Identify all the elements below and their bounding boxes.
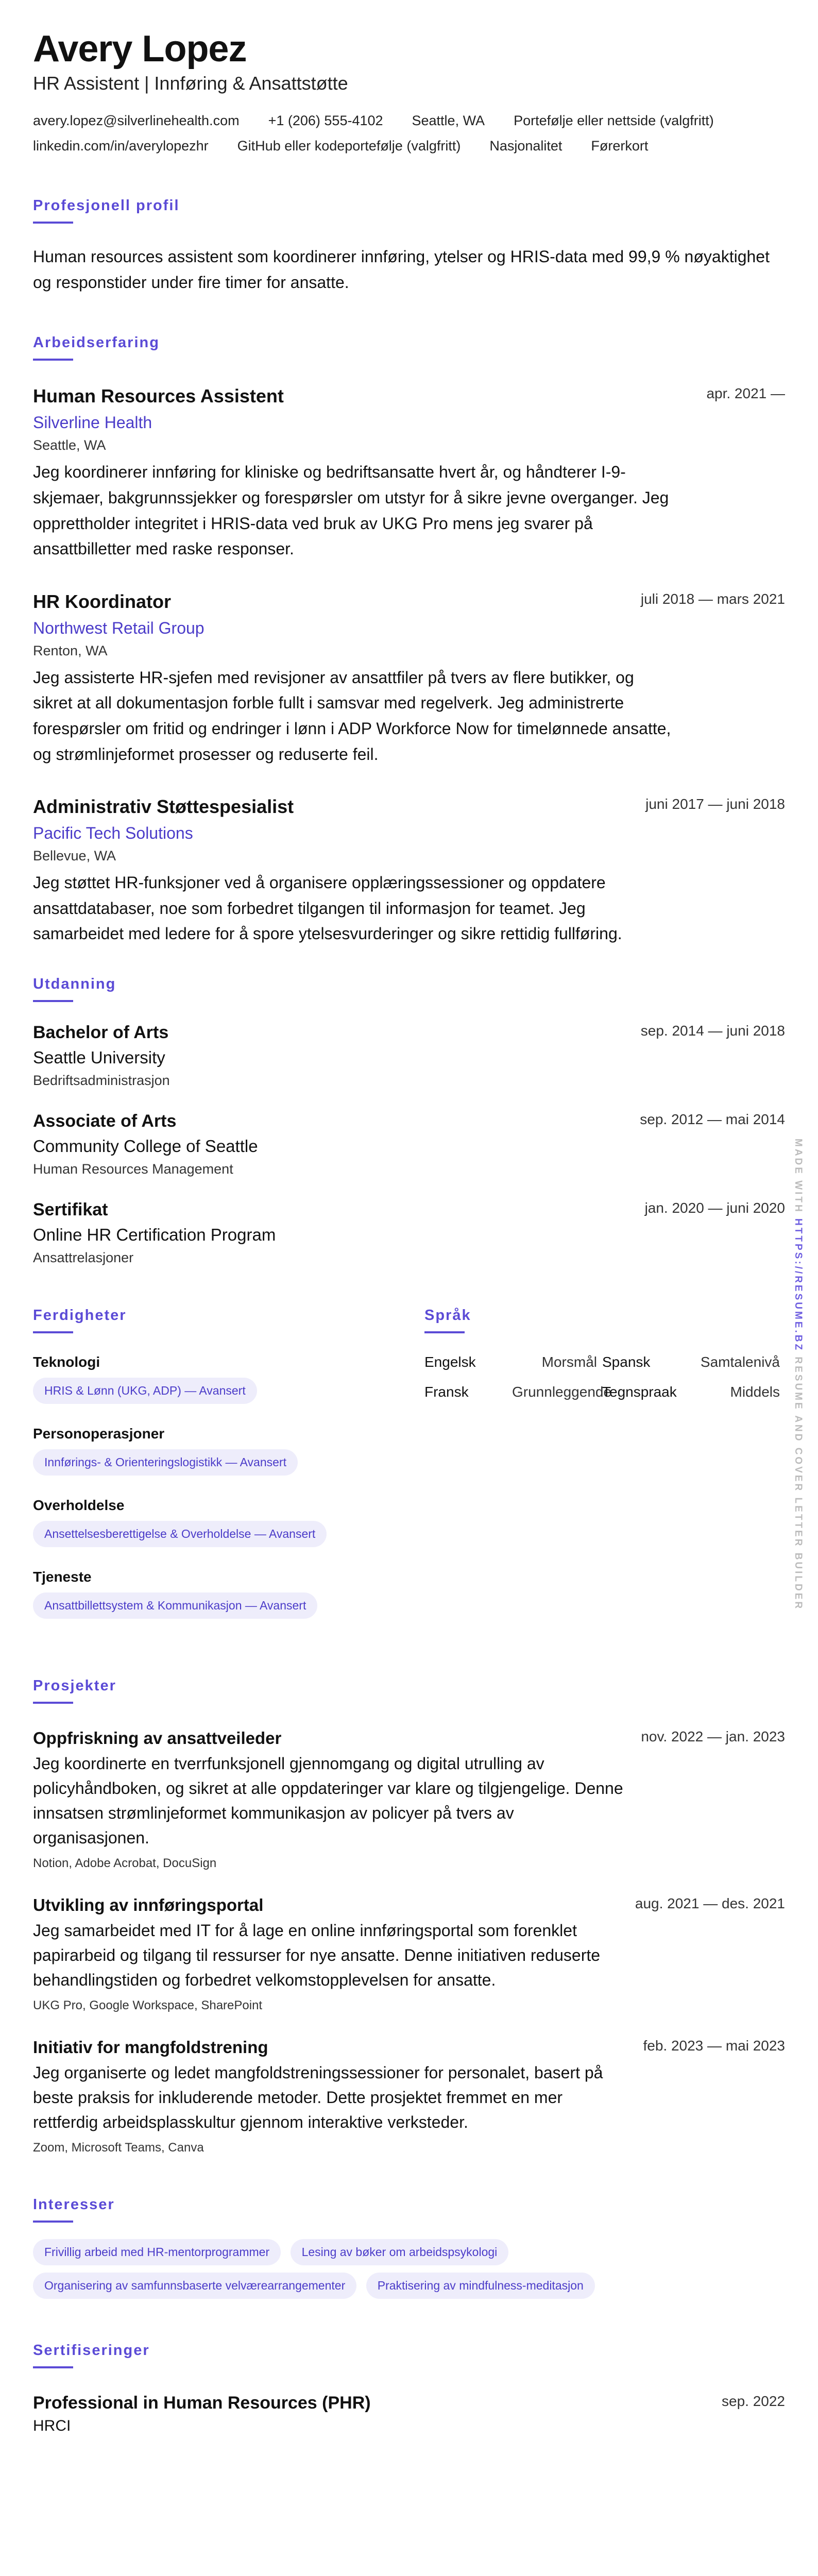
school: Online HR Certification Program — [33, 1225, 276, 1244]
job-description: Jeg assisterte HR-sjefen med revisjoner av ansattfiler på tvers av flere butikker, og sikret at all dokumentasjon forble fullt i samsvar med regelverk. Jeg administrerte forespørsler om fritid og endringer i lønn i ADP Workforce Now for timelønnede ansatte, og strømlinjeformet prosesser og reduserte feil. — [33, 668, 671, 764]
interests-section — [33, 2196, 785, 2306]
skill-group — [33, 1354, 424, 1411]
degree: Associate of Arts — [33, 1111, 177, 1131]
contact-github[interactable]: GitHub eller kodeportefølje (valgfritt) — [237, 138, 461, 154]
section-title: Profesjonell profil — [33, 197, 180, 214]
section-title: Interesser — [33, 2196, 115, 2213]
certifications-section — [33, 2342, 785, 2435]
made-with-label: MADE WITH — [793, 1139, 804, 1214]
section-divider — [33, 1331, 73, 1333]
language-grid — [424, 1354, 785, 1400]
section-title: Ferdigheter — [33, 1307, 127, 1324]
section-divider — [33, 222, 73, 224]
skill-group — [33, 1426, 424, 1483]
education-entry — [33, 1200, 785, 1266]
entry-date: aug. 2021 — des. 2021 — [635, 1895, 785, 1911]
section-divider — [424, 1331, 465, 1333]
entry-date: sep. 2022 — [722, 2393, 785, 2409]
builder-tagline: RESUME AND COVER LETTER BUILDER — [793, 1357, 804, 1611]
section-divider — [33, 2221, 73, 2223]
field-of-study: Ansattrelasjoner — [33, 1249, 134, 1265]
job-location: Renton, WA — [33, 642, 108, 658]
entry-date: juli 2018 — mars 2021 — [640, 590, 785, 607]
entry-date: juni 2017 — juni 2018 — [645, 796, 785, 812]
project-tools: Notion, Adobe Acrobat, DocuSign — [33, 1856, 217, 1870]
experience-entry — [33, 385, 785, 562]
interest-pill: Frivillig arbeid med HR-mentorprogrammer — [33, 2239, 281, 2265]
job-location: Bellevue, WA — [33, 848, 116, 864]
section-title: Språk — [424, 1307, 471, 1324]
employer: Silverline Health — [33, 413, 152, 432]
project-tools: UKG Pro, Google Workspace, SharePoint — [33, 1998, 263, 2012]
skill-pill: Innførings- & Orienteringslogistikk — Avansert — [33, 1449, 298, 1476]
language-name: Tegnspraak — [602, 1383, 677, 1400]
job-title: Administrativ Støttespesialist — [33, 796, 294, 818]
section-title: Arbeidserfaring — [33, 334, 160, 351]
certification-issuer: HRCI — [33, 2417, 71, 2434]
contact-license: Førerkort — [591, 138, 649, 154]
entry-date: jan. 2020 — juni 2020 — [644, 1199, 785, 1216]
experience-section — [33, 334, 785, 947]
experience-entry — [33, 796, 785, 947]
project-description: Jeg organiserte og ledet mangfoldstreningssessioner for personalet, basert på beste praksis for inkluderende metoder. Dette prosjektet fremmet en mer rettferdig arbeidsplasskultur gjennom interaktive verksteder. — [33, 2063, 603, 2131]
section-divider — [33, 359, 73, 361]
project-title: Initiativ for mangfoldstrening — [33, 2037, 268, 2057]
project-entry — [33, 1895, 785, 2013]
job-description: Jeg koordinerer innføring for kliniske og bedriftsansatte hvert år, og håndterer I-9-skjemaer, bakgrunnssjekker og forespørsler om utstyr for å sikre jevne overganger. Jeg opprettholder integritet i HRIS-data ved bruk av UKG Pro mens jeg svarer på ansattbilletter med raske responser. — [33, 463, 669, 558]
project-title: Oppfriskning av ansattveileder — [33, 1728, 282, 1748]
project-title: Utvikling av innføringsportal — [33, 1895, 264, 1914]
section-divider — [33, 1702, 73, 1704]
interest-pill: Organisering av samfunnsbaserte velværearrangementer — [33, 2273, 356, 2299]
language-level: Middels — [730, 1383, 780, 1400]
education-section — [33, 976, 785, 1266]
language-level: Morsmål — [541, 1353, 597, 1370]
language-name: Spansk — [602, 1353, 651, 1370]
builder-link[interactable]: HTTPS://RESUME.BZ — [793, 1218, 804, 1352]
candidate-headline: HR Assistent | Innføring & Ansattstøtte — [33, 73, 348, 94]
degree: Bachelor of Arts — [33, 1022, 169, 1042]
section-divider — [33, 2366, 73, 2368]
entry-date: sep. 2012 — mai 2014 — [640, 1111, 785, 1127]
skills-section — [33, 1307, 424, 1640]
experience-entry — [33, 591, 785, 767]
language-name: Fransk — [424, 1383, 469, 1400]
skill-category: Personoperasjoner — [33, 1425, 165, 1442]
education-entry — [33, 1023, 785, 1089]
resume-page — [33, 29, 785, 2435]
skill-group — [33, 1497, 424, 1554]
section-title: Utdanning — [33, 975, 116, 992]
contact-linkedin[interactable]: linkedin.com/in/averylopezhr — [33, 138, 209, 154]
job-title: Human Resources Assistent — [33, 385, 284, 407]
contact-location: Seattle, WA — [412, 113, 485, 129]
interest-list — [33, 2239, 703, 2306]
certification-name: Professional in Human Resources (PHR) — [33, 2393, 371, 2413]
profile-section — [33, 197, 785, 295]
section-divider — [33, 1000, 73, 1002]
project-description: Jeg koordinerte en tverrfunksjonell gjennomgang og digital utrulling av policyhåndboken, og sikret at alle oppdateringer var klare og tilgjengelige. Denne innsatsen strømlinjeformet kommunikasjon av policyer på tvers av organisasjonen. — [33, 1754, 623, 1847]
interest-pill: Praktisering av mindfulness-meditasjon — [366, 2273, 595, 2299]
skill-category: Tjeneste — [33, 1568, 92, 1585]
school: Community College of Seattle — [33, 1136, 258, 1156]
job-description: Jeg støttet HR-funksjoner ved å organisere opplæringssessioner og oppdatere ansattdatabaser, noe som forbedret tilgangen til informasjon for teamet. Jeg samarbeidet med ledere for å spore ytelsesvurderinger og sikre rettidig fullføring. — [33, 873, 622, 943]
languages-section — [424, 1307, 785, 1640]
candidate-name: Avery Lopez — [33, 28, 247, 70]
certification-entry — [33, 2393, 785, 2435]
skill-pill: HRIS & Lønn (UKG, ADP) — Avansert — [33, 1378, 257, 1404]
skill-pill: Ansettelsesberettigelse & Overholdelse — Avansert — [33, 1521, 327, 1547]
projects-section — [33, 1677, 785, 2155]
interest-pill: Lesing av bøker om arbeidspsykologi — [291, 2239, 509, 2265]
contact-row — [33, 113, 785, 154]
section-title: Prosjekter — [33, 1677, 116, 1694]
field-of-study: Bedriftsadministrasjon — [33, 1072, 170, 1088]
language-level: Samtalenivå — [700, 1353, 780, 1370]
degree: Sertifikat — [33, 1199, 108, 1219]
project-entry — [33, 1728, 785, 1871]
section-title: Sertifiseringer — [33, 2342, 150, 2359]
entry-date: sep. 2014 — juni 2018 — [640, 1022, 785, 1039]
entry-date: apr. 2021 — — [706, 385, 785, 402]
profile-summary: Human resources assistent som koordinerer innføring, ytelser og HRIS-data med 99,9 % nøyaktighet og responstider under fire timer for ansatte. — [33, 247, 770, 292]
contact-phone[interactable]: +1 (206) 555-4102 — [268, 113, 383, 129]
skill-category: Overholdelse — [33, 1497, 125, 1513]
skill-category: Teknologi — [33, 1353, 100, 1370]
entry-date: nov. 2022 — jan. 2023 — [641, 1728, 785, 1744]
project-tools: Zoom, Microsoft Teams, Canva — [33, 2140, 204, 2155]
job-location: Seattle, WA — [33, 437, 106, 453]
skills-languages-row — [33, 1307, 785, 1640]
education-entry — [33, 1111, 785, 1177]
skill-group — [33, 1569, 424, 1626]
contact-portfolio[interactable]: Portefølje eller nettside (valgfritt) — [514, 113, 714, 129]
language-name: Engelsk — [424, 1353, 476, 1370]
language-level: Grunnleggende — [512, 1383, 612, 1400]
project-entry — [33, 2038, 785, 2155]
school: Seattle University — [33, 1047, 165, 1067]
field-of-study: Human Resources Management — [33, 1161, 233, 1177]
project-description: Jeg samarbeidet med IT for å lage en online innføringsportal som forenklet papirarbeid og tilgang til ressurser for nye ansatte. Denne initiativen reduserte behandlingstiden og forbedret velkomstopplevelsen for ansatte. — [33, 1921, 601, 1989]
entry-date: feb. 2023 — mai 2023 — [643, 2037, 785, 2054]
builder-watermark — [792, 1139, 804, 1611]
employer: Pacific Tech Solutions — [33, 824, 193, 843]
employer: Northwest Retail Group — [33, 618, 204, 637]
job-title: HR Koordinator — [33, 590, 171, 612]
skill-pill: Ansattbillettsystem & Kommunikasjon — Avansert — [33, 1592, 317, 1619]
contact-nationality: Nasjonalitet — [489, 138, 563, 154]
contact-email[interactable]: avery.lopez@silverlinehealth.com — [33, 113, 240, 129]
